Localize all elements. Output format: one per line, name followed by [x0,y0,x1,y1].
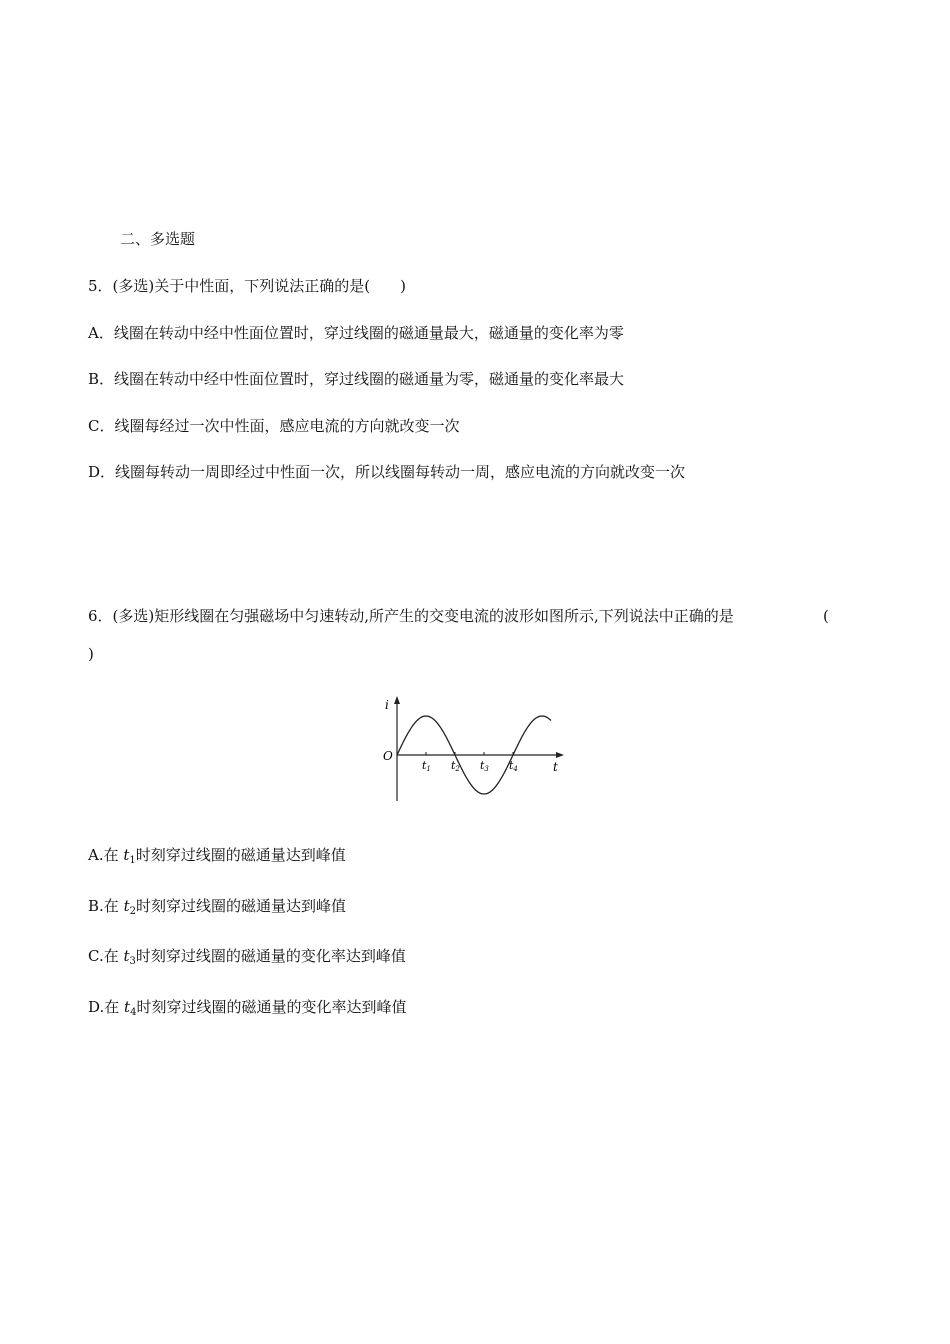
x-tick-label: t3 [480,759,489,773]
y-axis-label: i [385,698,389,712]
question-6-text: (多选)矩形线圈在匀强磁场中匀速转动,所产生的交变电流的波形如图所示,下列说法中正确的是 [112,607,734,625]
x-tick-label: t1 [422,759,431,773]
option-sub: 2 [129,906,136,917]
question-5-option-d [88,462,685,482]
current-waveform-figure [375,693,575,805]
option-label: B． [88,370,115,388]
option-sub: 1 [129,855,136,866]
question-6-option-a [88,845,346,871]
question-5-number: 5． [88,277,113,295]
option-var: t [123,897,130,915]
question-6-paren-open: ( [823,607,829,625]
question-5-text: 关于中性面，下列说法正确的是( [154,277,371,295]
option-text: 线圈在转动中经中性面位置时，穿过线圈的磁通量为零，磁通量的变化率最大 [114,370,625,388]
y-axis-arrow [394,696,400,704]
question-6-option-b [88,896,346,922]
option-text: 线圈在转动中经中性面位置时，穿过线圈的磁通量最大，磁通量的变化率为零 [113,324,624,342]
option-label: D． [88,463,116,481]
question-5-stem [88,276,406,296]
option-text: 线圈每经过一次中性面，感应电流的方向就改变一次 [114,417,460,435]
question-6-stem [88,606,734,626]
option-sub: 4 [130,1007,137,1018]
section-title: 二、多选题 [120,230,196,248]
option-var: t [123,947,130,965]
option-text: 时刻穿过线圈的磁通量的变化率达到峰值 [136,998,407,1016]
option-sub: 3 [129,956,136,967]
question-5-option-b [88,369,624,389]
option-var: t [123,846,130,864]
option-label: A． [88,324,114,342]
option-var: t [124,998,131,1016]
x-axis-arrow [556,752,564,758]
question-6-option-c [88,946,406,972]
option-label: B.在 [88,897,124,915]
x-axis-label: t [553,760,558,774]
option-label: C.在 [88,947,124,965]
question-5-tag: (多选) [112,277,155,295]
option-text: 时刻穿过线圈的磁通量的变化率达到峰值 [135,947,406,965]
question-6-option-d [88,997,406,1023]
question-6-number: 6． [88,607,113,625]
option-label: C． [88,417,115,435]
option-label: A.在 [88,846,124,864]
option-text: 线圈每转动一周即经过中性面一次，所以线圈每转动一周，感应电流的方向就改变一次 [115,463,686,481]
x-tick-label: t2 [451,759,460,773]
option-text: 时刻穿过线圈的磁通量达到峰值 [135,897,346,915]
origin-label: O [383,749,393,763]
question-5-paren-close: ) [400,277,406,295]
question-6-paren-close: ) [88,645,94,663]
question-5-option-c [88,416,460,436]
option-text: 时刻穿过线圈的磁通量达到峰值 [135,846,346,864]
option-label: D.在 [88,998,125,1016]
question-5-option-a [88,323,624,343]
x-tick-label: t4 [509,759,518,773]
